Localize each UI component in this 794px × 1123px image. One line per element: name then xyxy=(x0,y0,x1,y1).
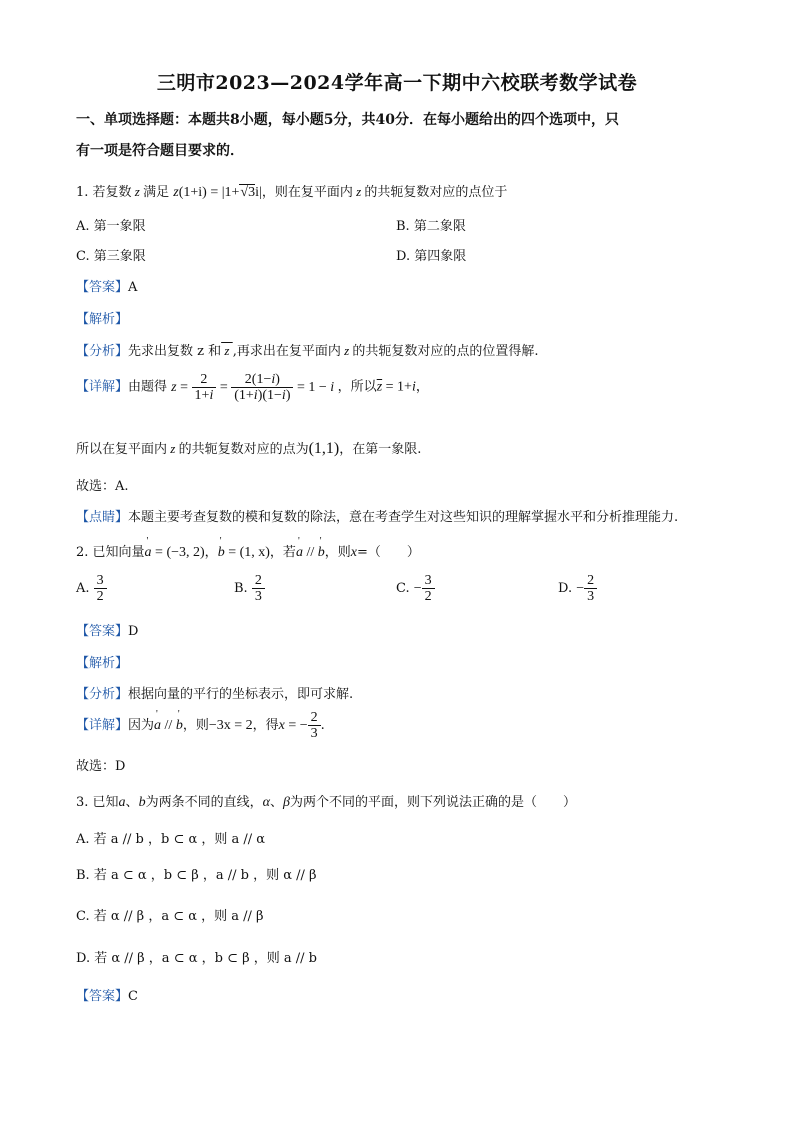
q3-option-d: D. 若 α // β ，a ⊂ α ，b ⊂ β ，则 a // b xyxy=(76,951,317,966)
q1-option-b: B. 第二象限 xyxy=(396,219,466,234)
q1-detail: 【详解】由题得 z = $\frac{2}{1+i}$ = $\frac{2(1-i)}{(1+i)(1-i)}$ = 1 − i ，所以$\overline{z} = 1+i$， xyxy=(76,372,429,403)
q1-fenxi: 【分析】先求出复数 z 和 z ,再求出在复平面内 z 的共轭复数对应的点的位置得解. xyxy=(76,343,539,359)
q1-choose: 故选：A. xyxy=(76,479,129,494)
q2-choose: 故选：D xyxy=(76,759,126,774)
section-heading-line1: 一、单项选择题：本题共8小题，每小题5分，共40分．在每小题给出的四个选项中，只 xyxy=(76,112,619,128)
q3-option-b: B. 若 a ⊂ α ，b ⊂ β ，a // b ，则 α // β xyxy=(76,868,317,883)
q1-detail-formula: z = $\frac{2}{1+i}$ = $\frac{2(1-i)}{(1+i)(1-i)}$ = 1 − i xyxy=(171,372,335,403)
q3-stem: 3. 已知a、b为两条不同的直线，α、β为两个不同的平面，则下列说法正确的是（ ） xyxy=(76,795,576,810)
q1-option-d: D. 第四象限 xyxy=(396,249,467,264)
q1-answer: 【答案】A xyxy=(76,280,138,295)
q1-option-c: C. 第三象限 xyxy=(76,249,146,264)
q2-option-d: D. − $\frac{2}{3}$ xyxy=(558,573,597,604)
page-title: 三明市2023—2024学年高一下期中六校联考数学试卷 xyxy=(156,72,638,94)
q2-option-a: A. $\frac{3}{2}$ xyxy=(76,573,107,604)
q1-stem: 1. 若复数 z 满足 z(1+i) = |1+√3i|，则在复平面内 z 的共轭复数对应的点位于 xyxy=(76,184,508,200)
q1-option-a: A. 第一象限 xyxy=(76,219,146,234)
q1-equation: z(1+i) = |1+√3i| xyxy=(173,185,262,200)
section-heading-line2: 有一项是符合题目要求的． xyxy=(76,143,244,159)
q2-answer: 【答案】D xyxy=(76,624,139,639)
q2-detail: 【详解】因为' a // ' b，则−3x = 2，得x = − $\frac{2}{3}$ . xyxy=(76,710,325,741)
q2-analysis-tag: 【解析】 xyxy=(76,656,129,671)
q2-option-c: C. − $\frac{3}{2}$ xyxy=(396,573,435,604)
q3-option-a: A. 若 a // b ，b ⊂ α ，则 a // α xyxy=(76,832,266,847)
q2-option-b: B. $\frac{2}{3}$ xyxy=(234,573,265,604)
q1-analysis-tag: 【解析】 xyxy=(76,312,129,327)
q3-option-c: C. 若 α // β ，a ⊂ α ，则 a // β xyxy=(76,909,264,924)
q3-answer: 【答案】C xyxy=(76,989,138,1004)
q1-conclusion: 所以在复平面内 z 的共轭复数对应的点为(1,1)，在第一象限. xyxy=(76,440,422,457)
q1-comment: 【点睛】本题主要考查复数的模和复数的除法，意在考查学生对这些知识的理解掌握水平和分析推理能力. xyxy=(76,510,679,525)
q2-stem: 2. 已知向量' a = (−3, 2)，' b = (1, x)，若' a // ' b，则x=（ ） xyxy=(76,541,420,561)
q2-fenxi: 【分析】根据向量的平行的坐标表示，即可求解. xyxy=(76,687,354,702)
